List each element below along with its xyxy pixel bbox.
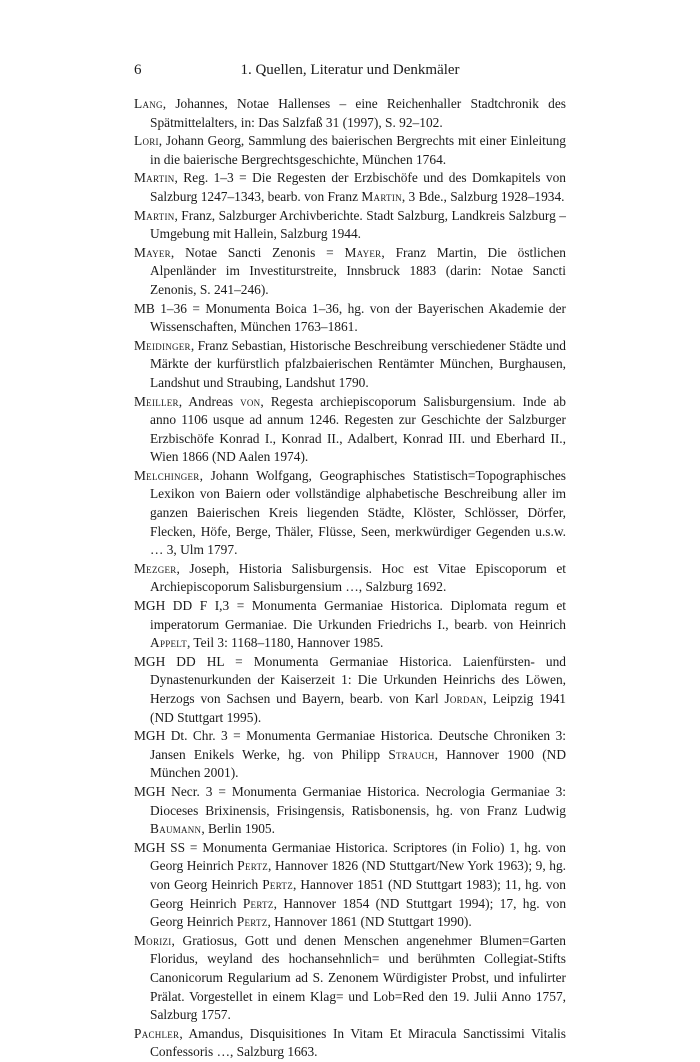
author-name: Meiller [134, 393, 179, 409]
author-name: Jordan [444, 691, 484, 706]
entry-text: MGH DD F I,3 = Monumenta Germaniae Historica. Diplomata regum et imperatorum Germaniae. Die Urkunden Friedrichs I., bearb. von Heinrich [134, 598, 566, 632]
author-name: Baumann [150, 821, 202, 837]
entry-text: , Hannover 1854 (ND Stuttgart 1994); 17, hg. von Georg Heinrich [150, 895, 567, 930]
bibliography-entry [134, 1025, 566, 1062]
entry-text: , Reg. 1–3 = Die Regesten der Erzbischöfe und des Domkapitels von Salzburg 1247–1343, bearb. von Franz [150, 170, 566, 204]
author-name: Pertz [262, 876, 293, 892]
bibliography-entry [134, 244, 566, 300]
entry-text: , Johann Georg, Sammlung des baierischen Bergrechts mit einer Einleitung in die baierische Bergrechtsgeschichte, München 1764. [150, 133, 566, 167]
entry-text: , Hannover 1861 (ND Stuttgart 1990). [267, 914, 472, 930]
entry-text: MGH DD HL = Monumenta Germaniae Historica. Laienfürsten- und Dynastenurkunden der Kaiserzeit 1: Die Urkunden Heinrichs des Löwen, Herzogs von Sachsen und Bayern, bearb. von Karl [134, 653, 566, 706]
bibliography-entry [134, 783, 566, 839]
bibliography-entry [134, 132, 566, 169]
author-name: von [240, 393, 261, 409]
author-name: Pachler [134, 1025, 180, 1041]
author-name: Morizi [134, 932, 172, 948]
bibliography-list [134, 95, 566, 1062]
author-name: Mayer [344, 244, 382, 260]
author-name: Lori [134, 133, 159, 149]
bibliography-entry [134, 597, 566, 653]
author-name: Martin [134, 207, 175, 223]
author-name: Mayer [134, 244, 171, 260]
author-name: Pertz [236, 914, 268, 930]
entry-text: , Gratiosus, Gott und denen Menschen angenehmer Blumen=Garten Floridus, weyland des hochansehnlich= und berühmten Collegiat-Stifts Canonicorum Regularium ad S. Zenonem Würdigister Probst, und infulirter Prälat. Vorgestellet in einem Klag= und Lob=Red den 19. Julii Anno 1757, Salzburg 1757. [150, 932, 566, 1023]
author-name: Pertz [237, 858, 268, 874]
author-name: Pertz [242, 895, 274, 911]
entry-text: , Franz Sebastian, Historische Beschreibung verschiedener Städte und Märkte der kurfürstlich pfalzbaierischen Rentämter München, Burghausen, Landshut und Straubing, Landshut 1790. [150, 337, 566, 390]
bibliography-entry [134, 727, 566, 783]
bibliography-entry [134, 300, 566, 337]
entry-text: , Franz Martin, Die östlichen Alpenländer im Investiturstreite, Innsbruck 1883 (darin: Notae Sancti Zenonis, S. 241–246). [150, 244, 566, 297]
bibliography-entry [134, 560, 566, 597]
author-name: Melchinger [134, 467, 200, 483]
bibliography-entry [134, 839, 566, 932]
entry-text: , Johann Wolfgang, Geographisches Statistisch=Topographisches Lexikon von Baiern oder vollständige alphabetische Beschreibung aller im ganzen Baierischen Kreis liegenden Städte, Klöster, Schlösser, Dörfer, Flecken, Höfe, Berge, Thäler, Flüsse, Seen, merkwürdiger Gegenden u.s.w. … 3, Ulm 1797. [150, 467, 566, 558]
entry-text: , Regesta archiepiscoporum Salisburgensium. Inde ab anno 1106 usque ad annum 1246. Regesten zur Geschichte der Salzburger Erzbischöfe Konrad I., Konrad II., Adalbert, Konrad III. und Eberhard II., Wien 1866 (ND Aalen 1974). [150, 393, 567, 465]
entry-text: , Joseph, Historia Salisburgensis. Hoc est Vitae Episcoporum et Archiepiscoporum Salisburgensium …, Salzburg 1692. [150, 560, 566, 595]
entry-text: , Franz, Salzburger Archivberichte. Stadt Salzburg, Landkreis Salzburg – Umgebung mit Hallein, Salzburg 1944. [150, 207, 566, 242]
author-name: Martin [361, 188, 402, 204]
author-name: Strauch [388, 746, 435, 762]
entry-text: , Andreas [178, 393, 241, 409]
author-name: Meidinger [134, 337, 191, 353]
author-name: Lang [134, 96, 163, 111]
entry-text: , Hannover 1900 (ND München 2001). [150, 746, 566, 781]
entry-text: MGH SS = Monumenta Germaniae Historica. Scriptores (in Folio) 1, hg. von Georg Heinrich [134, 839, 566, 874]
entry-text: , Johannes, Notae Hallenses – eine Reichenhaller Stadtchronik des Spätmittelalters, in: Das Salzfaß 31 (1997), S. 92–102. [150, 96, 566, 130]
entry-text: , Notae Sancti Zenonis = [170, 244, 345, 260]
entry-text: , Amandus, Disquisitiones In Vitam Et Miracula Sanctissimi Vitalis Confessoris …, Salzburg 1663. [150, 1025, 566, 1060]
bibliography-entry [134, 95, 566, 132]
bibliography-entry [134, 169, 566, 206]
entry-text: , Hannover 1851 (ND Stuttgart 1983); 11, hg. von Georg Heinrich [150, 876, 566, 911]
author-name: Appelt [150, 635, 187, 651]
bibliography-entry [134, 932, 566, 1025]
author-name: Martin [134, 170, 175, 186]
entry-text: , Berlin 1905. [201, 821, 275, 837]
bibliography-entry [134, 467, 566, 560]
running-title: 1. Quellen, Literatur und Denkmäler [240, 62, 460, 78]
entry-text: , Teil 3: 1168–1180, Hannover 1985. [186, 635, 384, 651]
entry-text: , 3 Bde., Salzburg 1928–1934. [401, 188, 565, 204]
entry-text: MB 1–36 = Monumenta Boica 1–36, hg. von der Bayerischen Akademie der Wissenschaften, München 1763–1861. [134, 300, 566, 335]
bibliography-entry [134, 653, 566, 727]
entry-text: , Leipzig 1941 (ND Stuttgart 1995). [150, 691, 566, 725]
entry-text: , Hannover 1826 (ND Stuttgart/New York 1963); 9, hg. von Georg Heinrich [150, 858, 566, 892]
entry-text: MGH Dt. Chr. 3 = Monumenta Germaniae Historica. Deutsche Chroniken 3: Jansen Enikels Werke, hg. von Philipp [134, 728, 566, 762]
page-number: 6 [134, 62, 142, 78]
bibliography-entry [134, 337, 566, 393]
page-header [134, 62, 566, 82]
bibliography-entry [134, 393, 566, 467]
author-name: Mezger [134, 560, 177, 576]
entry-text: MGH Necr. 3 = Monumenta Germaniae Historica. Necrologia Germaniae 3: Dioceses Brixinensis, Frisingensis, Ratisbonensis, hg. von Franz Ludwig [134, 783, 566, 818]
bibliography-entry [134, 207, 566, 244]
